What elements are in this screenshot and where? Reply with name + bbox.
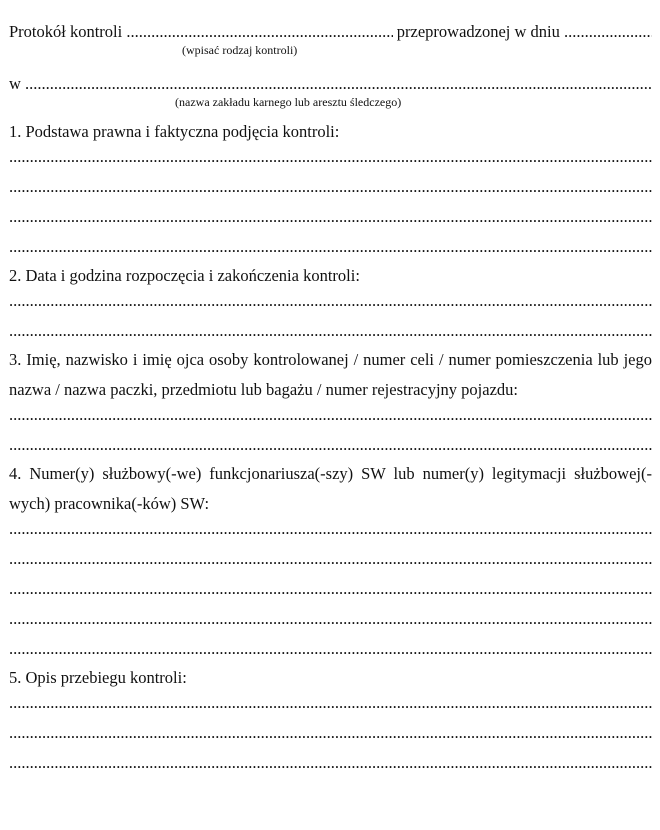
protocol-prefix: Protokół kontroli	[9, 22, 123, 41]
in-prefix: w	[9, 74, 21, 93]
conducted-label: przeprowadzonej w dniu	[396, 22, 560, 41]
section-1-lines	[9, 147, 652, 257]
answer-line[interactable]	[9, 609, 652, 629]
answer-line[interactable]	[9, 549, 652, 569]
facility-line	[9, 74, 652, 94]
section-2-lines	[9, 291, 652, 341]
answer-line[interactable]	[9, 321, 652, 341]
answer-line[interactable]	[9, 291, 652, 311]
answer-line[interactable]	[9, 237, 652, 257]
facility-field[interactable]	[25, 74, 652, 94]
section-4-title: 4. Numer(y) służbowy(-we) funkcjonariusza(-szy) SW lub numer(y) legitymacji służbowej(-wych) pracownika(-ków) SW:	[9, 464, 652, 513]
date-field[interactable]	[564, 22, 652, 42]
control-type-hint: (wpisać rodzaj kontroli)	[182, 43, 298, 57]
answer-line[interactable]	[9, 207, 652, 227]
answer-line[interactable]	[9, 147, 652, 167]
answer-line[interactable]	[9, 177, 652, 197]
section-5-lines	[9, 693, 652, 773]
answer-line[interactable]	[9, 693, 652, 713]
answer-line[interactable]	[9, 579, 652, 599]
answer-line[interactable]	[9, 519, 652, 539]
section-4-lines	[9, 519, 652, 659]
answer-line[interactable]	[9, 723, 652, 743]
section-5-title: 5. Opis przebiegu kontroli:	[9, 668, 187, 687]
control-type-field[interactable]	[126, 22, 392, 42]
section-1-title: 1. Podstawa prawna i faktyczna podjęcia kontroli:	[9, 122, 340, 141]
answer-line[interactable]	[9, 405, 652, 425]
facility-hint: (nazwa zakładu karnego lub aresztu śledczego)	[175, 95, 402, 109]
section-3-lines	[9, 405, 652, 455]
section-2-title: 2. Data i godzina rozpoczęcia i zakończenia kontroli:	[9, 266, 360, 285]
answer-line[interactable]	[9, 753, 652, 773]
section-3-title: 3. Imię, nazwisko i imię ojca osoby kontrolowanej / numer celi / numer pomieszczenia lub jego nazwa / nazwa paczki, przedmiotu lub bagażu / numer rejestracyjny pojazdu:	[9, 350, 652, 399]
protocol-title-line	[9, 22, 652, 42]
answer-line[interactable]	[9, 435, 652, 455]
answer-line[interactable]	[9, 639, 652, 659]
